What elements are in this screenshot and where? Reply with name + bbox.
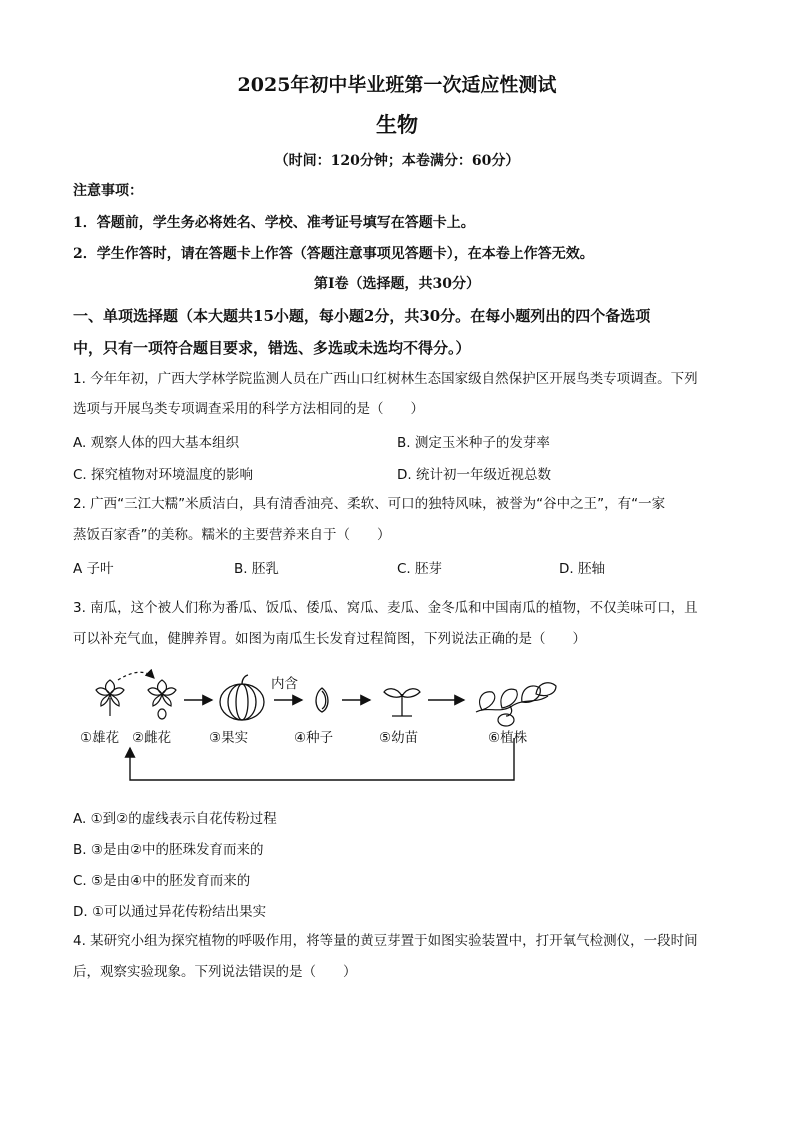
female-flower-icon [148,680,176,719]
pumpkin-fruit-icon [220,675,264,720]
subject-title: 生物 [376,112,418,137]
exam-title: 2025年初中毕业班第一次适应性测试 [237,74,557,96]
label-male-flower: ①雄花 [80,730,120,746]
q2-option-a: A 子叶 [73,561,114,577]
pumpkin-plant-icon [476,683,556,726]
q1-option-c: C. 探究植物对环境温度的影响 [73,467,254,483]
seed-icon [316,688,328,712]
q2-option-c: C. 胚芽 [397,561,443,577]
label-plant: ⑥植株 [488,730,528,746]
exam-info: （时间：120分钟；本卷满分：60分） [274,153,520,169]
q3-stem-line-2: 可以补充气血，健脾养胃。如图为南瓜生长发育过程简图，下列说法正确的是（ ） [73,631,586,647]
pumpkin-lifecycle-diagram [72,668,572,788]
q1-option-b: B. 测定玉米种子的发芽率 [397,435,550,451]
label-female-flower: ②雌花 [132,730,172,746]
section-instruction-2: 中，只有一项符合题目要求，错选、多选或未选均不得分。） [73,339,471,357]
notes-heading: 注意事项： [73,183,143,199]
seedling-icon [384,689,420,716]
section-instruction-1: 一、单项选择题（本大题共15小题，每小题2分，共30分。在每小题列出的四个备选项 [73,307,651,325]
q3-option-d: D. ①可以通过异花传粉结出果实 [73,904,267,920]
label-seedling: ⑤幼苗 [379,730,419,746]
q3-option-a: A. ①到②的虚线表示自花传粉过程 [73,811,277,827]
contains-arrow-label: 内含 [271,676,298,692]
label-fruit: ③果实 [209,730,249,746]
q1-stem-line-1: 1. 今年年初，广西大学林学院监测人员在广西山口红树林生态国家级自然保护区开展鸟类专项调查。下列 [73,371,698,387]
q3-option-b: B. ③是由②中的胚珠发育而来的 [73,842,264,858]
q1-option-a: A. 观察人体的四大基本组织 [73,435,240,451]
notes-item-2: 2．学生作答时，请在答题卡上作答（答题注意事项见答题卡），在本卷上作答无效。 [73,246,594,262]
section-title: 第Ⅰ卷（选择题，共30分） [313,276,481,292]
q4-stem-line-1: 4. 某研究小组为探究植物的呼吸作用，将等量的黄豆芽置于如图实验装置中，打开氧气检测仪，一段时间 [73,933,698,949]
q1-option-d: D. 统计初一年级近视总数 [397,467,551,483]
q2-stem-line-1: 2. 广西“三江大糯”米质洁白，具有清香油亮、柔软、可口的独特风味，被誉为“谷中之王”，有“一家 [73,496,666,512]
q1-stem-line-2: 选项与开展鸟类专项调查采用的科学方法相同的是（ ） [73,401,424,417]
q2-option-b: B. 胚乳 [234,561,279,577]
q3-stem-line-1: 3. 南瓜，这个被人们称为番瓜、饭瓜、倭瓜、窝瓜、麦瓜、金冬瓜和中国南瓜的植物，不仅美味可口，且 [73,600,698,616]
q4-stem-line-2: 后，观察实验现象。下列说法错误的是（ ） [73,964,357,980]
label-seed: ④种子 [294,730,334,746]
q3-option-c: C. ⑤是由④中的胚发育而来的 [73,873,251,889]
q2-stem-line-2: 蒸饭百家香”的美称。糯米的主要营养来自于（ ） [73,527,391,543]
notes-item-1: 1．答题前，学生务必将姓名、学校、准考证号填写在答题卡上。 [73,215,475,231]
q2-option-d: D. 胚轴 [559,561,605,577]
male-flower-icon [96,680,124,716]
